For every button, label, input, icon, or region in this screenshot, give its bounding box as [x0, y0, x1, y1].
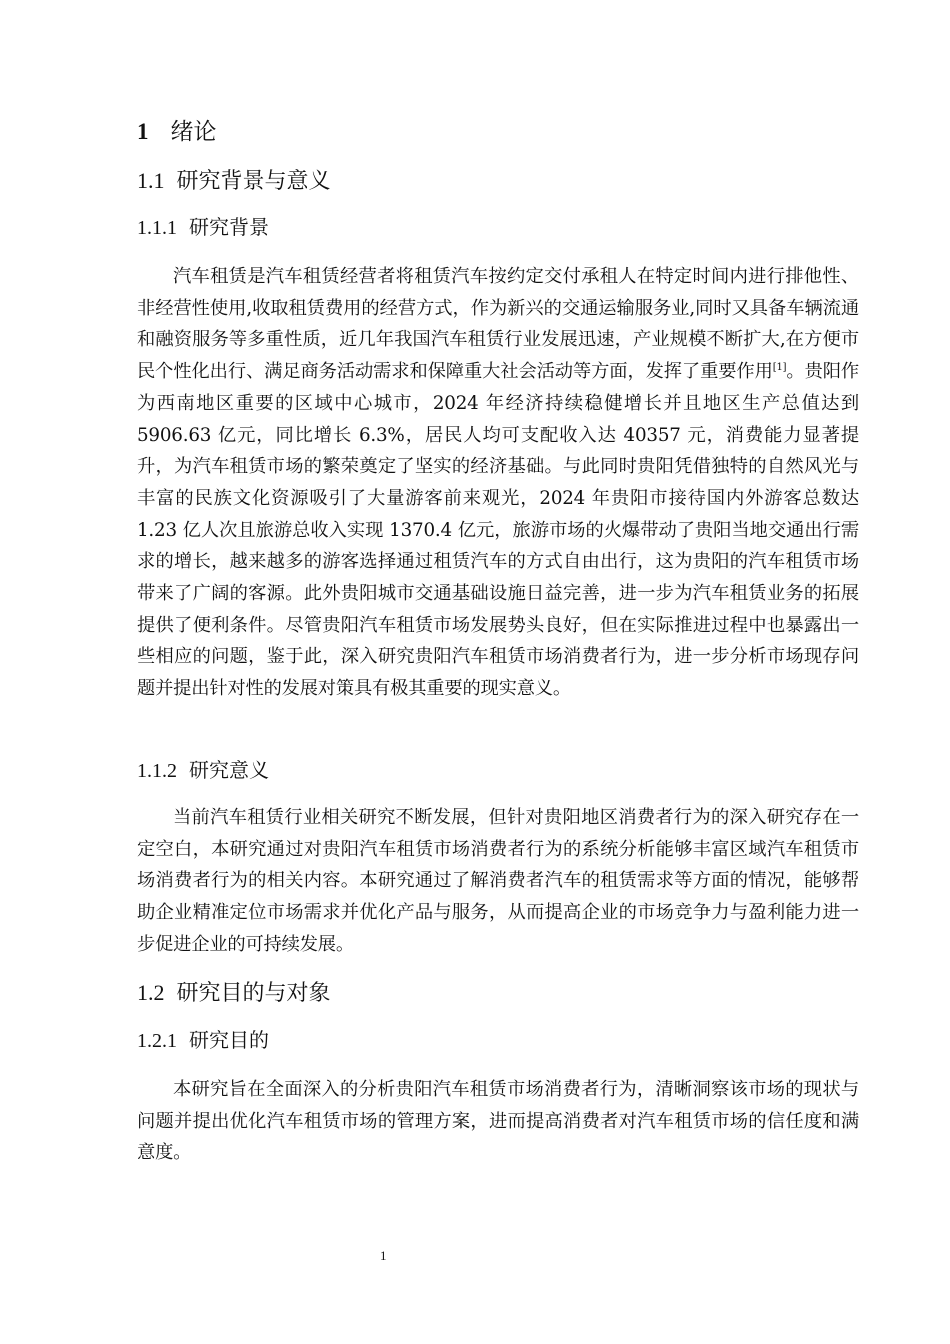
section-heading-1-1 [137, 166, 331, 197]
chapter-number: 1 [137, 119, 149, 144]
paragraph-text-continued: 。贵阳作为西南地区重要的区域中心城市，2024 年经济持续稳健增长并且地区生产总值达到 5906.63 亿元，同比增长 6.3%，居民人均可支配收入达 40357 元，消费能力显著提升，为汽车租赁市场的繁荣奠定了坚实的经济基础。与此同时贵阳凭借独特的自然风光与丰富的民族文化资源吸引了大量游客前来观光，2024 年贵阳市接待国内外游客总数达 1.23 亿人次且旅游总收入实现 1370.4 亿元，旅游市场的火爆带动了贵阳当地交通出行需求的增长，越来越多的游客选择通过租赁汽车的方式自由出行，这为贵阳的汽车租赁市场带来了广阔的客源。此外贵阳城市交通基础设施日益完善，进一步为汽车租赁业务的拓展提供了便利条件。尽管贵阳汽车租赁市场发展势头良好，但在实际推进过程中也暴露出一些相应的问题，鉴于此，深入研究贵阳汽车租赁市场消费者行为，进一步分析市场现存问题并提出针对性的发展对策具有极其重要的现实意义。 [137, 361, 860, 700]
chapter-title: 绪论 [170, 119, 217, 145]
subsection-title: 研究目的 [189, 1028, 269, 1052]
subsection-number: 1.1.2 [137, 760, 177, 782]
subsection-heading-1-1-1 [137, 213, 269, 242]
chapter-heading [137, 116, 217, 148]
section-number: 1.1 [137, 168, 165, 193]
subsection-number: 1.2.1 [137, 1030, 177, 1052]
subsection-number: 1.1.1 [137, 217, 177, 239]
page-number: 1 [380, 1248, 387, 1263]
paragraph-research-purpose: 本研究旨在全面深入的分析贵阳汽车租赁市场消费者行为，清晰洞察该市场的现状与问题并提出优化汽车租赁市场的管理方案，进而提高消费者对汽车租赁市场的信任度和满意度。 [137, 1079, 859, 1164]
section-title: 研究背景与意义 [176, 169, 331, 194]
section-heading-1-2 [137, 978, 331, 1009]
section-title: 研究目的与对象 [176, 981, 331, 1006]
subsection-heading-1-1-2 [137, 756, 269, 785]
citation-ref[interactable]: [1] [772, 362, 787, 374]
subsection-heading-1-2-1 [137, 1026, 269, 1055]
paragraph-research-background [137, 261, 859, 705]
paragraph-research-significance: 当前汽车租赁行业相关研究不断发展，但针对贵阳地区消费者行为的深入研究存在一定空白，本研究通过对贵阳汽车租赁市场消费者行为的系统分析能够丰富区域汽车租赁市场消费者行为的相关内容。本研究通过了解消费者汽车的租赁需求等方面的情况，能够帮助企业精准定位市场需求并优化产品与服务，从而提高企业的市场竞争力与盈利能力进一步促进企业的可持续发展。 [137, 807, 859, 955]
subsection-title: 研究意义 [189, 758, 269, 782]
paragraph-text: 汽车租赁是汽车租赁经营者将租赁汽车按约定交付承租人在特定时间内进行排他性、非经营性使用,收取租赁费用的经营方式，作为新兴的交通运输服务业,同时又具备车辆流通和融资服务等多重性质，近几年我国汽车租赁行业发展迅速，产业规模不断扩大,在方便市民个性化出行、满足商务活动需求和保障重大社会活动等方面，发挥了重要作用 [137, 266, 859, 383]
section-number: 1.2 [137, 980, 165, 1005]
subsection-title: 研究背景 [189, 215, 269, 239]
